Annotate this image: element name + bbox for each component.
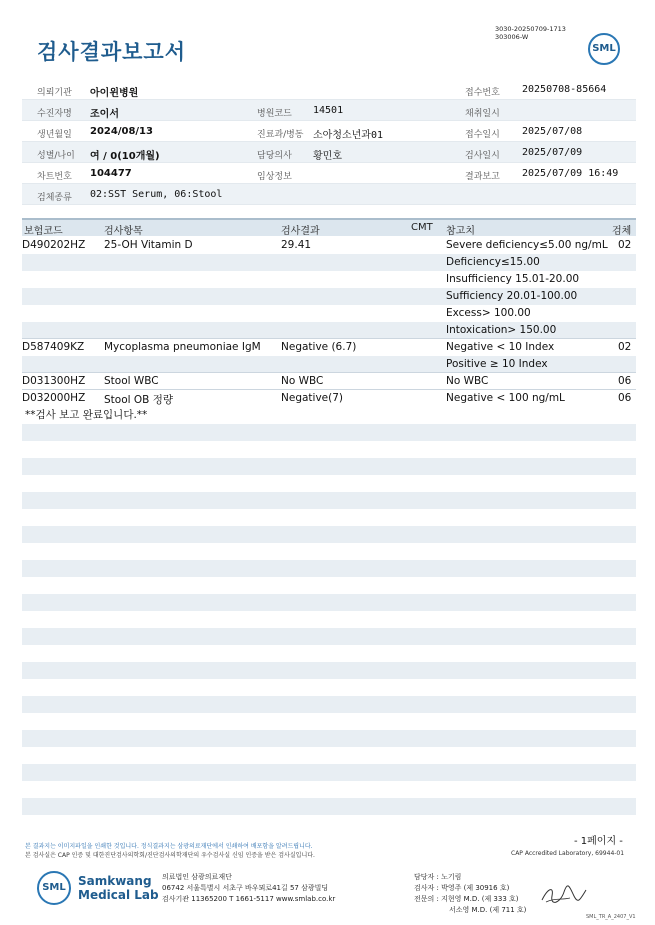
footer-address [162, 872, 335, 905]
document-code-2: 303006-W [495, 33, 529, 41]
header-cmt: CMT [411, 222, 433, 233]
sex-age-value: 여 / 0(10개월) [90, 151, 160, 162]
result-reference: Positive ≥ 10 Index [446, 358, 548, 370]
clinical-info-label: 임상정보 [257, 172, 292, 182]
header-specimen: 검체 [612, 226, 632, 237]
patient-label: 수진자명 [37, 109, 72, 119]
table-row [22, 237, 636, 254]
results-table [22, 237, 636, 407]
patient-value: 조이서 [90, 109, 119, 120]
hospital-code-label: 병원코드 [257, 109, 292, 119]
doctor-value: 황민호 [313, 151, 342, 162]
dob-value: 2024/08/13 [90, 126, 153, 137]
address-line-2: 06742 서울특별시 서초구 바우뫼로41길 57 삼광빌딩 [162, 884, 329, 892]
table-row [22, 254, 636, 271]
result-specimen: 02 [618, 239, 632, 251]
header-result: 검사결과 [281, 226, 320, 237]
institution-label: 의뢰기관 [37, 88, 72, 98]
result-reference: Excess> 100.00 [446, 307, 531, 319]
receipt-date-label: 접수일시 [465, 130, 500, 140]
table-row [22, 305, 636, 322]
table-row [22, 322, 636, 339]
result-value: No WBC [281, 375, 324, 387]
address-line-1: 의료법인 삼광의료재단 [162, 873, 232, 881]
test-date-value: 2025/07/09 [522, 147, 583, 158]
result-code: D031300HZ [22, 375, 86, 387]
dob-label: 생년월일 [37, 130, 72, 140]
result-specimen: 06 [618, 375, 632, 387]
result-value: Negative(7) [281, 392, 343, 404]
specimen-type-value: 02:SST Serum, 06:Stool [90, 189, 223, 200]
result-code: D587409KZ [22, 341, 85, 353]
doctor-label: 담당의사 [257, 151, 292, 161]
report-date-value: 2025/07/09 16:49 [522, 168, 619, 179]
header-reference: 참고치 [446, 226, 475, 237]
result-reference: Insufficiency 15.01-20.00 [446, 273, 580, 285]
brand-line-2: Medical Lab [78, 888, 159, 902]
signatory-1: 담당자 : 노기림 [414, 873, 462, 881]
result-code: D490202HZ [22, 239, 86, 251]
sml-logo: SML [588, 33, 620, 65]
signatory-2: 검사자 : 박영주 (제 30916 호) [414, 884, 510, 892]
footer-brand [78, 874, 159, 902]
chart-no-label: 차트번호 [37, 172, 72, 182]
document-codes [495, 25, 566, 41]
receipt-no-label: 접수번호 [465, 88, 500, 98]
dept-label: 진료과/병동 [257, 130, 304, 140]
cap-accreditation: CAP Accredited Laboratory, 69944-01 [511, 850, 625, 857]
result-value: Negative (6.7) [281, 341, 357, 353]
result-value: 29.41 [281, 239, 312, 251]
accreditation-notice: 본 검사실은 CAP 인증 및 대한진단검사의학회/진단검사의학재단의 우수검사실 신임 인증을 받은 검사실입니다. [25, 852, 315, 859]
report-date-label: 결과보고 [465, 172, 500, 182]
result-specimen: 06 [618, 392, 632, 404]
result-reference: Intoxication> 150.00 [446, 324, 557, 336]
result-item: Mycoplasma pneumoniae IgM [104, 341, 261, 353]
table-row [22, 373, 636, 390]
result-reference: Negative < 10 Index [446, 341, 555, 353]
specimen-type-label: 검체종류 [37, 193, 72, 203]
table-row [22, 356, 636, 373]
receipt-date-value: 2025/07/08 [522, 126, 583, 137]
result-reference: Deficiency≤15.00 [446, 256, 540, 268]
dept-value: 소아청소년과01 [313, 130, 384, 141]
result-reference: Sufficiency 20.01-100.00 [446, 290, 578, 302]
document-code-1: 3030-20250709-1713 [495, 25, 566, 33]
result-code: D032000HZ [22, 392, 86, 404]
result-item: Stool OB 정량 [104, 394, 173, 406]
collect-date-label: 채취일시 [465, 109, 500, 119]
print-notice: 본 결과지는 이미지파일을 인쇄한 것입니다. 정식결과지는 삼광의료재단에서 인쇄하여 배포함을 알려드립니다. [25, 843, 313, 850]
sml-footer-logo: SML [37, 871, 71, 905]
table-row [22, 271, 636, 288]
sex-age-label: 성별/나이 [37, 151, 75, 161]
table-row [22, 288, 636, 305]
document-title: 검사결과보고서 [37, 40, 187, 64]
form-code: SML_TR_A_2407_V1 [586, 914, 636, 920]
result-item: 25-OH Vitamin D [104, 239, 193, 251]
signatory-4: 서소영 M.D. (제 711 호) [449, 906, 527, 914]
table-row [22, 390, 636, 407]
table-row [22, 339, 636, 356]
brand-line-1: Samkwang [78, 874, 152, 888]
chart-no-value: 104477 [90, 168, 132, 179]
header-item: 검사항목 [104, 226, 143, 237]
completion-text: **검사 보고 완료입니다.** [25, 409, 148, 421]
result-specimen: 02 [618, 341, 632, 353]
page-number: - 1페이지 - [574, 836, 623, 847]
hospital-code-value: 14501 [313, 105, 344, 116]
result-reference: No WBC [446, 375, 489, 387]
result-reference: Negative < 100 ng/mL [446, 392, 565, 404]
address-line-3: 검사기관 11365200 T 1661-5117 www.smlab.co.kr [162, 895, 336, 903]
header-code: 보험코드 [24, 226, 63, 237]
result-reference: Severe deficiency≤5.00 ng/mL [446, 239, 608, 251]
receipt-no-value: 20250708-85664 [522, 84, 607, 95]
empty-rows [22, 424, 636, 832]
result-item: Stool WBC [104, 375, 159, 387]
footer-signatories [414, 872, 526, 916]
results-header [22, 218, 636, 236]
signatory-3: 전문의 : 지현영 M.D. (제 333 호) [414, 895, 519, 903]
signature-icon [540, 882, 588, 908]
test-date-label: 검사일시 [465, 151, 500, 161]
patient-info-table [22, 79, 636, 205]
institution-value: 아이윈병원 [90, 88, 139, 99]
